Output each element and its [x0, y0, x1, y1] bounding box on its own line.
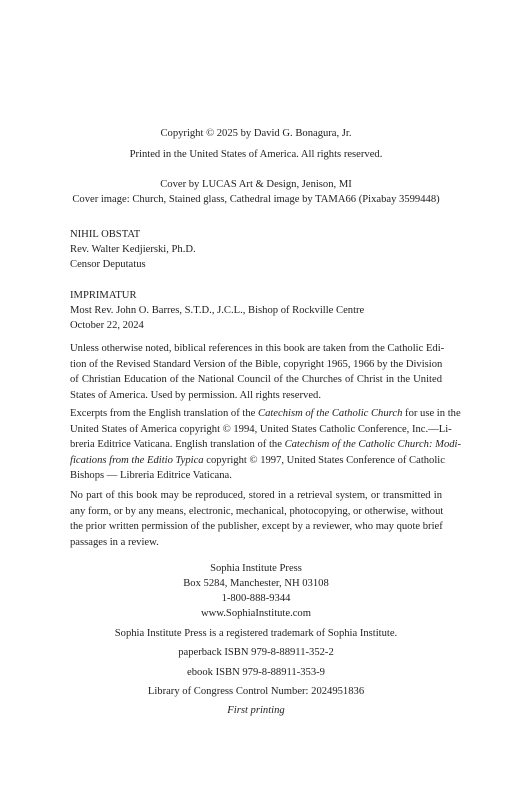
catechism-notice-line: breria Editrice Vaticana. English translation of the Catechism of the Catholic Church: Modi- [70, 439, 462, 451]
rights-notice-line: any form, or by any means, electronic, mechanical, photocopying, or otherwise, without [70, 505, 444, 517]
nihil-obstat-name: Rev. Walter Kedjierski, Ph.D. [70, 244, 196, 255]
publisher-phone: 1-800-888-9344 [221, 593, 291, 604]
catechism-notice-line: United States of America copyright © 1994, United States Catholic Conference, Inc.—Li- [70, 423, 452, 435]
catechism-title: Catechism of the Catholic Church [258, 408, 403, 419]
nihil-obstat-title: Censor Deputatus [70, 259, 146, 270]
bible-notice-line: Unless otherwise noted, biblical references in this book are taken from the Catholic Edi- [70, 343, 445, 354]
publisher-address: Box 5284, Manchester, NH 03108 [183, 578, 329, 589]
loc-control-number: Library of Congress Control Number: 2024951836 [147, 686, 365, 697]
nihil-obstat-heading: NIHIL OBSTAT [70, 229, 141, 240]
publisher-website: www.SophiaInstitute.com [201, 608, 311, 619]
trademark-notice: Sophia Institute Press is a registered trademark of Sophia Institute. [114, 628, 398, 639]
cover-image-credit-line: Cover image: Church, Stained glass, Cathedral image by TAMA66 (Pixabay 3599448) [72, 194, 440, 205]
printed-in-line: Printed in the United States of America. All rights reserved. [129, 149, 383, 160]
bible-notice-paragraph [70, 341, 445, 403]
publisher-name: Sophia Institute Press [210, 563, 302, 574]
copyright-page [70, 0, 462, 809]
paperback-isbn: paperback ISBN 979-8-88911-352-2 [178, 647, 334, 658]
copyright-line: Copyright © 2025 by David G. Bonagura, Jr. [160, 128, 352, 139]
catechism-notice-line: Bishops — Libreria Editrice Vaticana. [70, 470, 232, 482]
catechism-modifications-title: Catechism of the Catholic Church: Modi- [284, 439, 462, 451]
catechism-notice-paragraph [70, 406, 462, 484]
catechism-notice-line: fications from the Editio Typica copyright © 1997, United States Conference of Catholic [70, 454, 445, 466]
ebook-isbn: ebook ISBN 979-8-88911-353-9 [187, 667, 325, 678]
bible-notice-line: tion of the Revised Standard Version of the Bible, copyright 1965, 1966 by the Division [70, 358, 443, 370]
cover-credit-line: Cover by LUCAS Art & Design, Jenison, MI [160, 179, 352, 190]
bible-notice-line: States of America. Used by permission. All rights reserved. [70, 389, 321, 401]
imprimatur-date: October 22, 2024 [70, 320, 144, 331]
rights-notice-line: passages in a review. [70, 536, 159, 548]
catechism-modifications-title-cont: fications from the Editio Typica [70, 454, 204, 466]
rights-notice-line: the prior written permission of the publisher, except by a reviewer, who may quote brief [70, 521, 443, 533]
imprimatur-heading: IMPRIMATUR [70, 290, 137, 301]
rights-notice-paragraph [70, 488, 442, 550]
bible-notice-line: of Christian Education of the National Council of the Churches of Christ in the United [70, 374, 442, 386]
rights-notice-line: No part of this book may be reproduced, stored in a retrieval system, or transmitted in [70, 490, 442, 501]
catechism-notice-line: Excerpts from the English translation of the Catechism of the Catholic Church for use in the [70, 408, 461, 419]
imprimatur-name: Most Rev. John O. Barres, S.T.D., J.C.L., Bishop of Rockville Centre [70, 305, 365, 316]
printing-note: First printing [227, 705, 285, 716]
